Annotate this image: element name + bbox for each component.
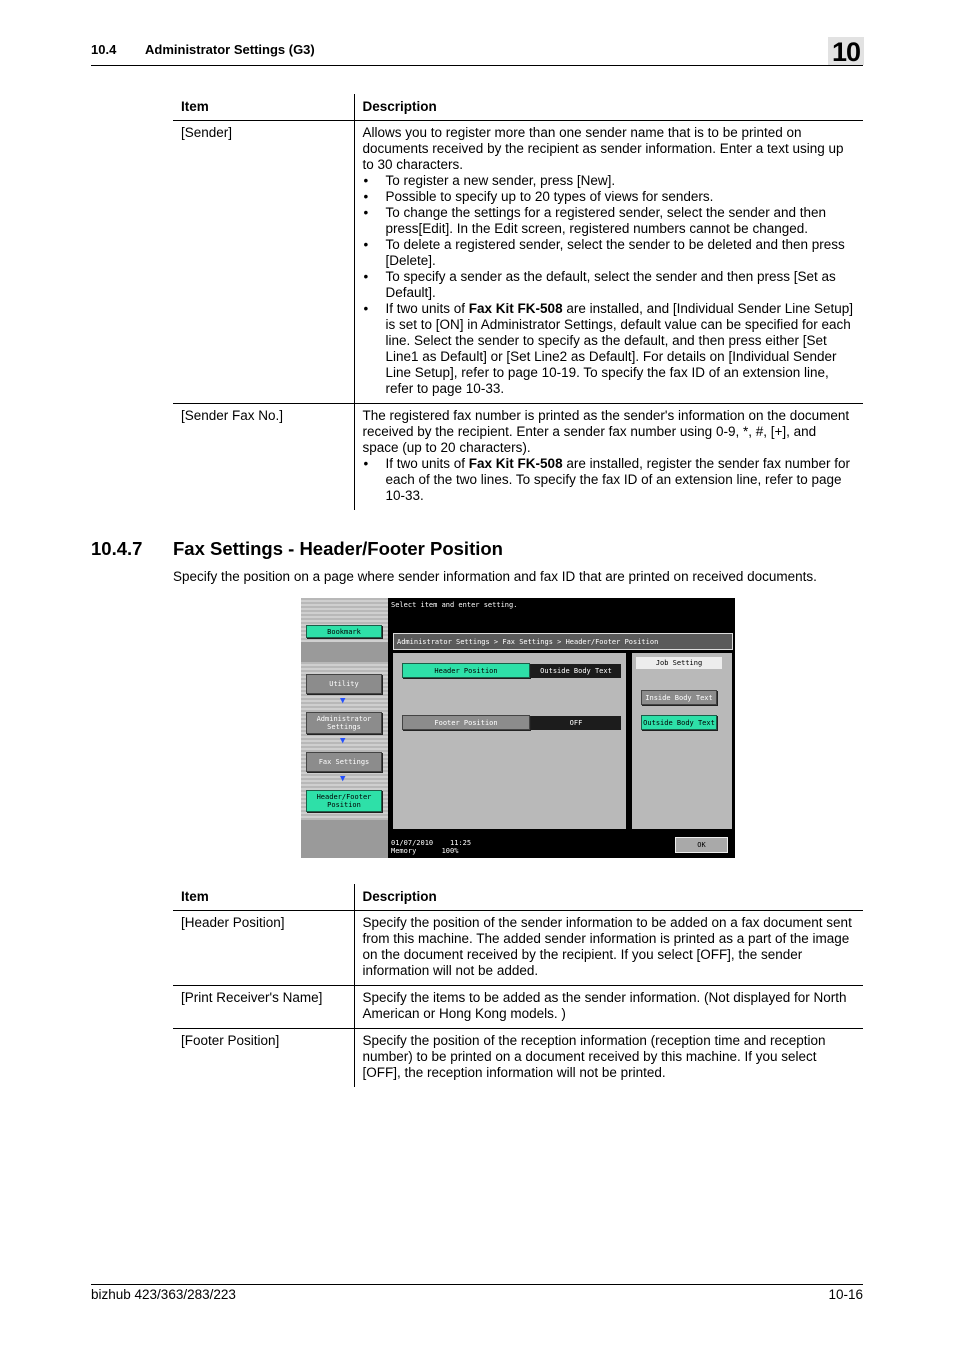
job-setting-label: Job Setting (636, 657, 722, 669)
table-cell-item: [Sender] (173, 120, 354, 403)
table-cell-item: [Print Receiver's Name] (173, 985, 354, 1028)
table1-header-description: Description (354, 94, 863, 120)
footer-rule (91, 1284, 863, 1285)
list-item: • To register a new sender, press [New]. (363, 173, 856, 189)
sender-settings-table (173, 94, 863, 510)
status-time: 11:25 (450, 839, 472, 847)
table-cell-description: Specify the items to be added as the sender information. (Not displayed for North American or Hong Kong models. ) (354, 985, 863, 1028)
list-item: • To specify a sender as the default, select the sender and then press [Set as Default]. (363, 269, 856, 301)
outside-body-text-button[interactable]: Outside Body Text (641, 715, 717, 730)
table-row (173, 910, 863, 985)
header-position-value: Outside Body Text (531, 664, 621, 678)
table-cell-item: [Sender Fax No.] (173, 403, 354, 510)
list-item (363, 301, 856, 397)
footer-page-number: 10-16 (828, 1287, 863, 1302)
table-row (173, 403, 863, 510)
table-cell-description: Specify the position of the sender information to be added on a fax document sent from this machine. The added sender information is printed as a part of the image on the document received by the recipient. If you select [OFF], the sender information will not be added. (354, 910, 863, 985)
table2-header-description: Description (354, 884, 863, 910)
footer-position-button[interactable]: Footer Position (402, 715, 530, 730)
header-section-number: 10.4 (91, 42, 117, 57)
description-paragraph: Allows you to register more than one sender name that is to be printed on documents received by the recipient as sender information. Enter a text using up to 30 characters. (362, 124, 844, 172)
table-row (173, 985, 863, 1028)
section-title-text: Fax Settings - Header/Footer Position (173, 538, 503, 559)
screen-message: Select item and enter setting. (391, 601, 518, 609)
section-description: Specify the position on a page where sender information and fax ID that are printed on received documents. (173, 569, 817, 584)
bookmark-button[interactable]: Bookmark (306, 625, 382, 638)
section-number: 10.4.7 (91, 538, 143, 559)
memory-label: Memory (391, 847, 417, 855)
bullet-text: are installed, and [Individual Sender Line Setup] is set to [ON] in Administrator Settings, default value can be specified for each line. Select the sender to specify as the default, and then press either [Set Line1 as Default] or [Set Line2 as Default]. For details on [Individual Sender Line Setup], refer to page 10-19. To specify the fax ID of an extension line, refer to page 10-33. (385, 300, 854, 396)
screen-breadcrumb: Administrator Settings > Fax Settings > Header/Footer Position (393, 633, 733, 650)
product-name: Fax Kit FK-508 (468, 300, 563, 316)
arrow-down-icon: ▼ (340, 774, 346, 784)
list-item: • Possible to specify up to 20 types of views for senders. (363, 189, 856, 205)
running-header (91, 42, 315, 57)
bullet-text: If two units of (385, 300, 469, 316)
bullet-text: are installed, register the sender fax number for each of the two lines. To specify the fax ID of an extension line, refer to page 10-33. (385, 455, 850, 503)
footer-position-value: OFF (531, 716, 621, 730)
header-footer-table (173, 884, 863, 1087)
list-item (363, 456, 856, 504)
memory-value: 100% (441, 847, 459, 855)
list-item: • To change the settings for a registered sender, select the sender and then press[Edit]. In the Edit screen, registered numbers cannot be changed. (363, 205, 856, 237)
table-cell-description: Specify the position of the reception information (reception time and reception number) to be printed on a document received by this machine. If you select [OFF], the reception information will not be printed. (362, 1032, 826, 1080)
table-cell-item: [Header Position] (173, 910, 354, 985)
header-rule (91, 65, 863, 66)
fax-settings-button[interactable]: Fax Settings (306, 752, 382, 772)
description-paragraph: The registered fax number is printed as the sender's information on the document received by the recipient. Enter a sender fax number using 0-9, *, #, [+], and space (up to 20 characters). (362, 407, 850, 455)
table1-header-item: Item (173, 94, 354, 120)
table-cell-item: [Footer Position] (173, 1028, 354, 1087)
bullet-text: If two units of (385, 455, 469, 471)
table-cell-description (354, 120, 863, 403)
header-position-button[interactable]: Header Position (402, 663, 530, 678)
nav-divider (301, 642, 388, 662)
arrow-down-icon: ▼ (340, 696, 346, 706)
product-name: Fax Kit FK-508 (468, 455, 563, 471)
table-cell-description (354, 403, 863, 510)
bullet-list (363, 173, 856, 397)
header-section-title: Administrator Settings (G3) (145, 42, 315, 57)
ok-button[interactable]: OK (675, 837, 728, 853)
nav-bottom-band (301, 820, 388, 858)
list-item: • To delete a registered sender, select the sender to be deleted and then press [Delete]. (363, 237, 856, 269)
table-row (173, 1028, 863, 1087)
bullet-list (363, 456, 856, 504)
table2-header-item: Item (173, 884, 354, 910)
status-bar (391, 839, 471, 855)
section-title (91, 538, 503, 560)
chapter-badge: 10 (828, 37, 864, 65)
table-row (173, 120, 863, 403)
settings-panel (393, 653, 626, 829)
inside-body-text-button[interactable]: Inside Body Text (641, 690, 717, 705)
header-footer-position-button[interactable]: Header/Footer Position (306, 790, 382, 812)
control-panel-screenshot (301, 598, 735, 858)
footer-product: bizhub 423/363/283/223 (91, 1287, 236, 1302)
arrow-down-icon: ▼ (340, 736, 346, 746)
administrator-settings-button[interactable]: Administrator Settings (306, 712, 382, 734)
utility-button[interactable]: Utility (306, 674, 382, 694)
status-date: 01/07/2010 (391, 839, 434, 847)
job-setting-panel (632, 653, 732, 829)
